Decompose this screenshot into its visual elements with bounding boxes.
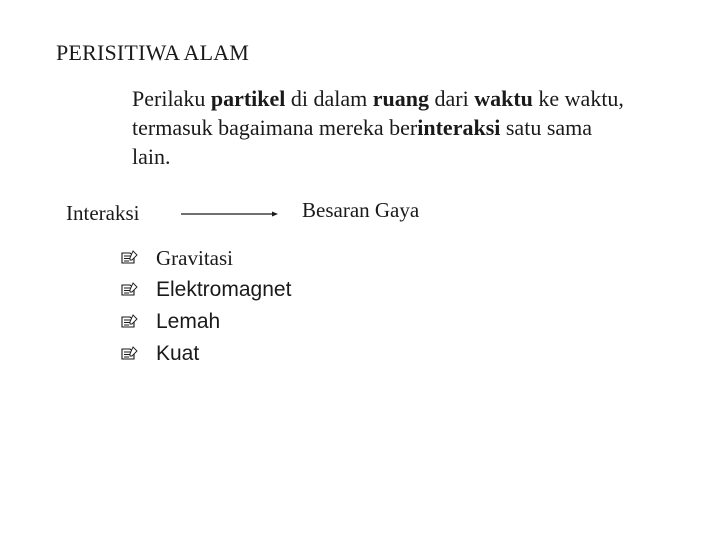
pen-icon <box>120 250 138 266</box>
definition-text: ke waktu, termasuk bagaimana mereka ber <box>132 86 624 140</box>
pen-icon <box>120 346 138 362</box>
definition-text: Perilaku <box>132 86 211 111</box>
force-item <box>120 306 291 338</box>
definition-keyword: ruang <box>372 86 430 111</box>
pen-icon <box>120 314 138 330</box>
definition-keyword: waktu <box>474 86 533 111</box>
force-item-label: Kuat <box>156 342 200 365</box>
force-quantity-label: Besaran Gaya <box>302 198 420 222</box>
definition-text: di dalam <box>285 86 373 111</box>
definition-keyword: partikel <box>210 86 286 111</box>
force-item-label: Gravitasi <box>156 245 233 270</box>
pen-icon <box>120 282 138 298</box>
definition-keyword: interaksi <box>417 115 501 140</box>
definition-paragraph <box>132 84 632 171</box>
definition-text: satu sama lain. <box>132 115 593 169</box>
force-item <box>120 338 291 370</box>
interaction-label: Interaksi <box>66 201 140 225</box>
force-item <box>120 274 291 306</box>
force-item <box>120 242 291 274</box>
force-list <box>120 242 291 370</box>
force-item-label: Elektromagnet <box>156 278 292 301</box>
force-item-label: Lemah <box>156 310 221 333</box>
slide-title: PERISITIWA ALAM <box>56 40 250 65</box>
arrow-right-icon <box>180 207 280 221</box>
definition-text: dari <box>429 86 475 111</box>
